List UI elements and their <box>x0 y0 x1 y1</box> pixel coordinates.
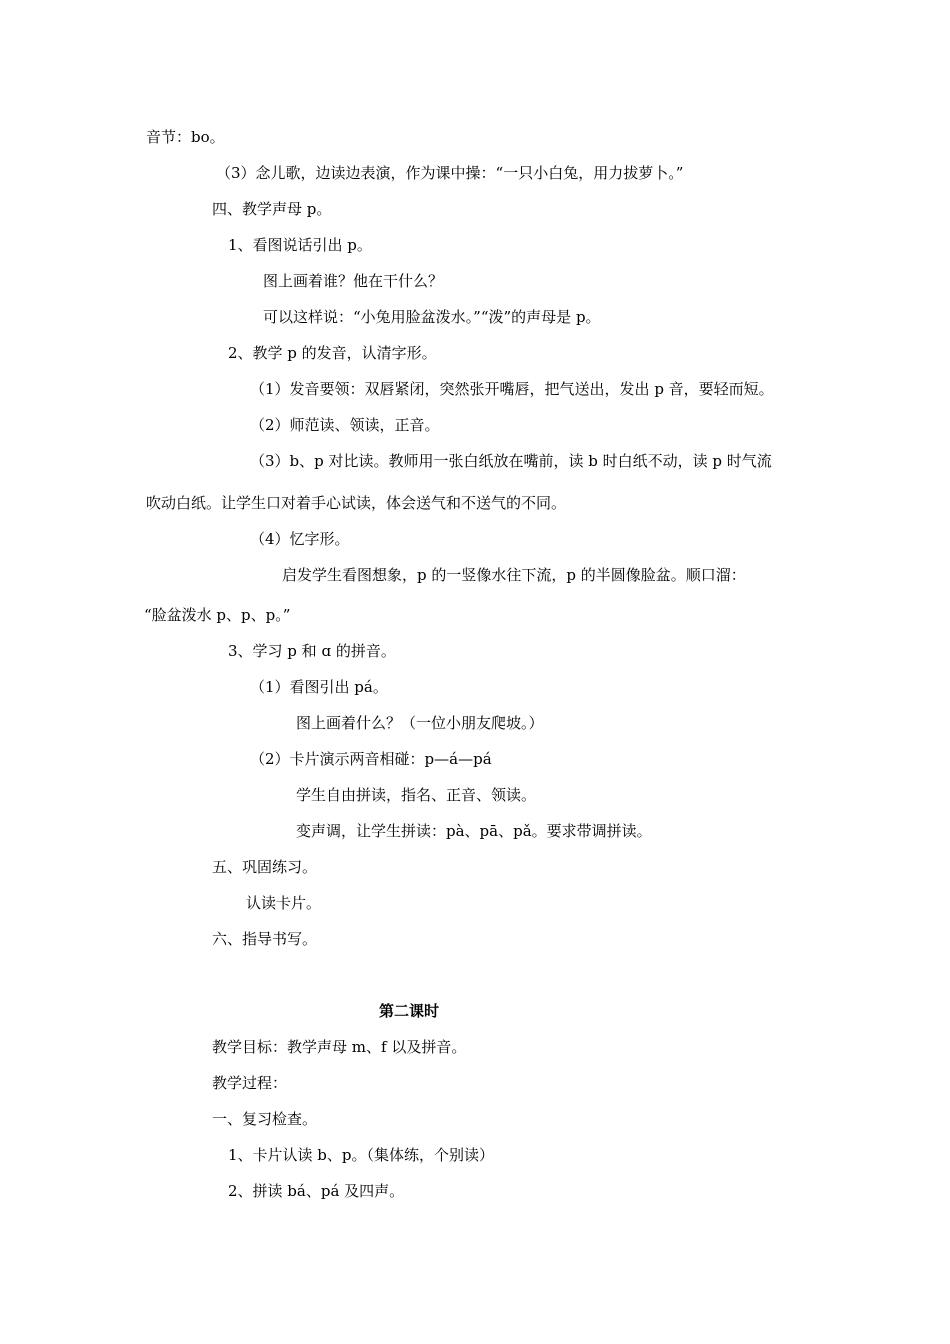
text-line: 图上画着谁？他在干什么？ <box>263 272 444 290</box>
text-line: 2、拼读 bá、pá 及四声。 <box>228 1182 405 1200</box>
text-line: 四、教学声母 p。 <box>212 200 332 218</box>
text-line: 变声调，让学生拼读：pà、pā、pǎ。要求带调拼读。 <box>296 822 652 840</box>
text-line: 启发学生看图想象，p 的一竖像水往下流，p 的半圆像脸盆。顺口溜： <box>282 566 746 584</box>
text-line: 可以这样说：“小兔用脸盆泼水。”“泼”的声母是 p。 <box>263 308 601 326</box>
text-line: （3）b、p 对比读。教师用一张白纸放在嘴前，读 b 时白纸不动，读 p 时气流 <box>250 452 772 470</box>
text-line: 六、指导书写。 <box>212 930 318 948</box>
text-line: 一、复习检查。 <box>212 1110 318 1128</box>
text-line: 认读卡片。 <box>246 894 322 912</box>
section-heading: 第二课时 <box>379 1002 440 1020</box>
text-line: （2）卡片演示两音相碰：p—á—pá <box>250 750 492 768</box>
text-line: 五、巩固练习。 <box>212 858 318 876</box>
text-line: 教学过程： <box>212 1074 288 1092</box>
text-line: 图上画着什么？（一位小朋友爬坡。） <box>296 714 544 732</box>
text-line: 音节：bo。 <box>146 128 225 146</box>
text-line: “脸盆泼水 p、p、p。” <box>144 606 291 624</box>
text-line: 学生自由拼读，指名、正音、领读。 <box>296 786 537 804</box>
text-line: （1）发音要领：双唇紧闭，突然张开嘴唇，把气送出，发出 p 音，要轻而短。 <box>250 380 774 398</box>
text-line: （2）师范读、领读，正音。 <box>250 416 440 434</box>
text-line: 1、卡片认读 b、p。（集体练，个别读） <box>228 1146 495 1164</box>
text-line: （1）看图引出 pá。 <box>250 678 388 696</box>
text-line: （4）忆字形。 <box>250 530 350 548</box>
text-line: 3、学习 p 和 ɑ 的拼音。 <box>228 642 396 660</box>
text-line: 2、教学 p 的发音，认清字形。 <box>228 344 437 362</box>
text-line: （3）念儿歌，边读边表演，作为课中操：“一只小白兔，用力拔萝卜。” <box>216 164 684 182</box>
text-line: 1、看图说话引出 p。 <box>228 236 372 254</box>
text-line: 教学目标：教学声母 m、f 以及拼音。 <box>212 1038 467 1056</box>
text-line: 吹动白纸。让学生口对着手心试读，体会送气和不送气的不同。 <box>146 494 567 512</box>
